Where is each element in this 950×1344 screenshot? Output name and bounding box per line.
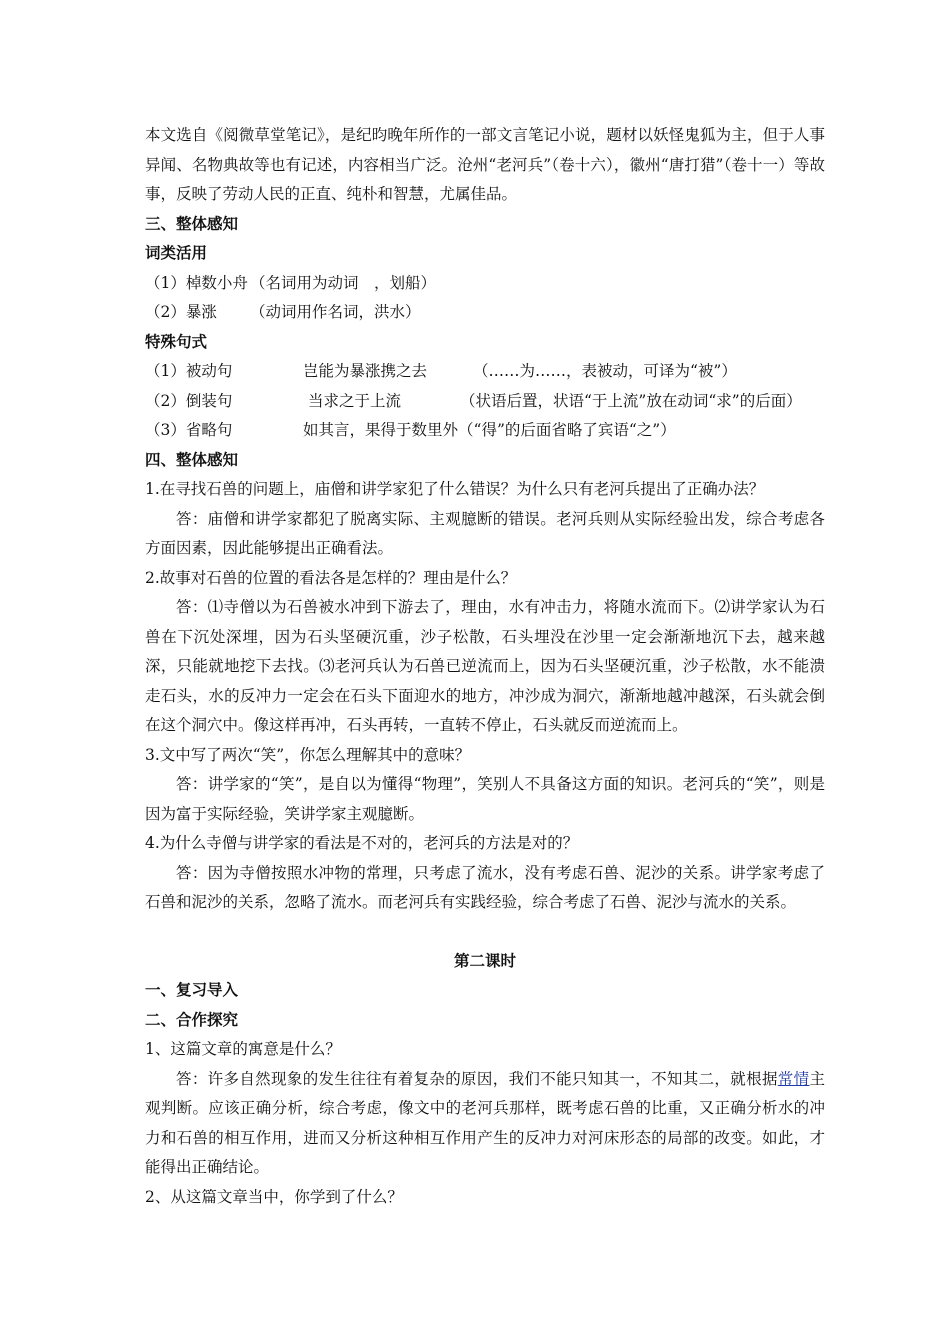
word-usage-item — [145, 298, 825, 328]
question: 3.文中写了两次“笑”，你怎么理解其中的意味？ — [145, 745, 471, 764]
sentence-example: 当求之于上流 — [308, 391, 402, 410]
special-sentence-item — [145, 416, 825, 446]
question: 2、从这篇文章当中，你学到了什么？ — [145, 1187, 403, 1206]
answer — [145, 1065, 825, 1183]
special-sentence-item — [145, 387, 825, 417]
answer: 答：⑴寺僧以为石兽被水冲到下游去了，理由，水有冲击力，将随水流而下。⑵讲学家认为石兽在下沉处深埋，因为石头坚硬沉重，沙子松散，石头埋没在沙里一定会渐渐地沉下去，越来越深，只能就地挖下去找。⑶老河兵认为石兽已逆流而上，因为石头坚硬沉重，沙子松散，水不能溃走石头，水的反冲力一定会在石头下面迎水的地方，冲沙成为洞穴，渐渐地越冲越深，石头就会倒在这个洞穴中。像这样再冲，石头再转，一直转不停止，石头就反而逆流而上。 — [145, 598, 825, 734]
sentence-example: 如其言，果得于数里外 — [303, 421, 459, 439]
word-usage-phrase: （1）棹数小舟 — [145, 273, 248, 292]
subsection-heading: 词类活用 — [145, 244, 208, 262]
answer-text: 主观判断。应该正确分析，综合考虑，像文中的老河兵那样，既考虑石兽的比重，又正确分析水的冲力和石兽的相互作用，进而又分析这种相互作用产生的反冲力对河床形态的局部的改变。如此，才能得出正确结论。 — [145, 1069, 825, 1176]
section-heading: 二、合作探究 — [145, 1010, 239, 1029]
sentence-note: （“得”的后面省略了宾语“之”） — [458, 421, 676, 439]
sentence-example: 岂能为暴涨携之去 — [303, 362, 428, 380]
sentence-note: （状语后置，状语“于上流”放在动词“求”的后面） — [460, 391, 802, 410]
section-heading: 四、整体感知 — [145, 450, 239, 469]
answer: 答：讲学家的“笑”，是自以为懂得“物理”，笑别人不具备这方面的知识。老河兵的“笑”，则是因为富于实际经验，笑讲学家主观臆断。 — [145, 775, 825, 823]
word-usage-note: （动词用作名词，洪水） — [249, 303, 421, 321]
sentence-type: （3）省略句 — [145, 421, 233, 439]
word-usage-item — [145, 269, 825, 299]
intro-paragraph: 本文选自《阅微草堂笔记》，是纪昀晚年所作的一部文言笔记小说，题材以妖怪鬼狐为主，但于人事异闻、名物典故等也有记述，内容相当广泛。沧州“老河兵”（卷十六），徽州“唐打猎”（卷十一）等故事，反映了劳动人民的正直、纯朴和智慧，尤属佳品。 — [145, 126, 825, 203]
document-body — [145, 121, 825, 1212]
answer: 答：庙僧和讲学家都犯了脱离实际、主观臆断的错误。老河兵则从实际经验出发，综合考虑各方面因素，因此能够提出正确看法。 — [145, 509, 825, 557]
question: 2.故事对石兽的位置的看法各是怎样的？理由是什么？ — [145, 568, 517, 587]
subsection-heading: 特殊句式 — [145, 332, 208, 351]
question: 4.为什么寺僧与讲学家的看法是不对的，老河兵的方法是对的？ — [145, 834, 579, 852]
section-heading: 三、整体感知 — [145, 214, 239, 233]
question: 1、这篇文章的寓意是什么？ — [145, 1040, 341, 1058]
special-sentence-item — [145, 357, 825, 387]
answer-text: 答：许多自然现象的发生往往有着复杂的原因，我们不能只知其一，不知其二，就根据 — [176, 1069, 778, 1088]
sentence-note: （……为……，表被动，可译为“被”） — [473, 362, 737, 380]
word-usage-note: （名词用为动词 ，划船） — [249, 273, 436, 292]
section-heading: 一、复习导入 — [145, 981, 239, 999]
sentence-type: （1）被动句 — [145, 362, 233, 380]
answer: 答：因为寺僧按照水冲物的常理，只考虑了流水，没有考虑石兽、泥沙的关系。讲学家考虑了石兽和泥沙的关系，忽略了流水。而老河兵有实践经验，综合考虑了石兽、泥沙与流水的关系。 — [145, 863, 825, 911]
sentence-type: （2）倒装句 — [145, 391, 233, 410]
word-usage-phrase: （2）暴涨 — [145, 303, 217, 321]
lesson-title: 第二课时 — [453, 951, 516, 970]
hyperlink[interactable]: 常情 — [777, 1069, 810, 1088]
question: 1.在寻找石兽的问题上，庙僧和讲学家犯了什么错误？为什么只有老河兵提出了正确办法？ — [145, 480, 765, 498]
